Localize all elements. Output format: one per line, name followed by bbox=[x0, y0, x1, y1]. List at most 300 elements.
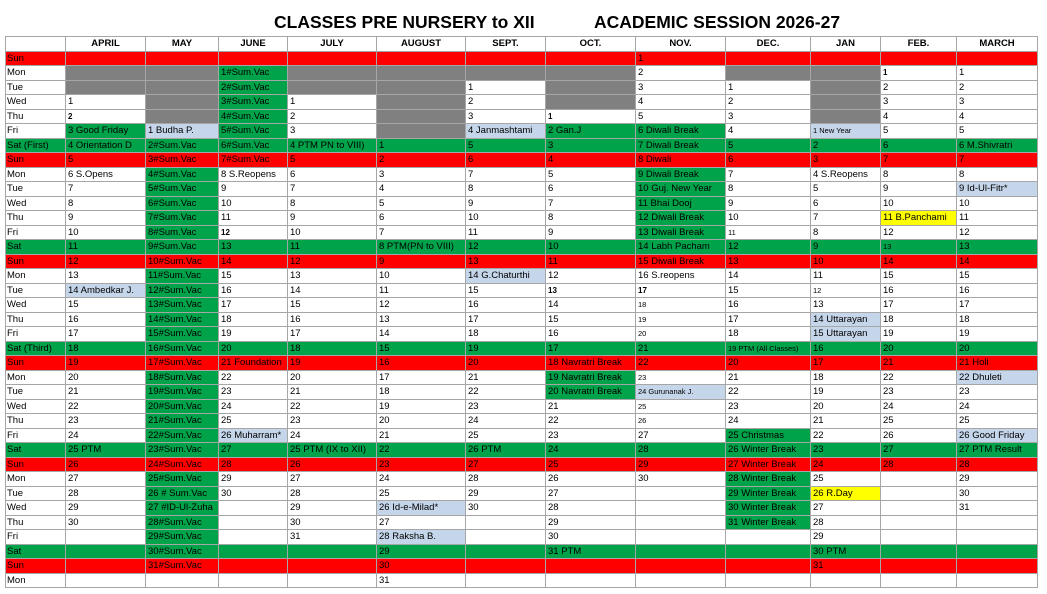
date-cell-march: 23 bbox=[957, 385, 1038, 400]
date-cell-oct bbox=[546, 573, 636, 588]
date-cell-jan bbox=[811, 51, 881, 66]
date-cell-july bbox=[288, 66, 377, 81]
date-cell-jan: 15 Uttarayan bbox=[811, 327, 881, 342]
date-cell-oct: 17 bbox=[546, 341, 636, 356]
date-cell-dec: 16 bbox=[726, 298, 811, 313]
date-cell-july: 10 bbox=[288, 225, 377, 240]
date-cell-july: 22 bbox=[288, 399, 377, 414]
date-cell-jan: 18 bbox=[811, 370, 881, 385]
date-cell-may: 15#Sum.Vac bbox=[146, 327, 219, 342]
date-cell-june: 21 Foundation bbox=[219, 356, 288, 371]
date-cell-march: 7 bbox=[957, 153, 1038, 168]
date-cell-feb: 19 bbox=[881, 327, 957, 342]
date-cell-sept: 30 bbox=[466, 501, 546, 516]
date-cell-april: 10 bbox=[66, 225, 146, 240]
weekday-label: Wed bbox=[6, 298, 66, 313]
weekday-label: Mon bbox=[6, 269, 66, 284]
date-cell-nov: 11 Bhai Dooj bbox=[636, 196, 726, 211]
month-header-jan: JAN bbox=[811, 37, 881, 52]
date-cell-march: 11 bbox=[957, 211, 1038, 226]
date-cell-june bbox=[219, 51, 288, 66]
date-cell-april: 13 bbox=[66, 269, 146, 284]
date-cell-jan: 13 bbox=[811, 298, 881, 313]
date-cell-july: 2 bbox=[288, 109, 377, 124]
weekday-label: Tue bbox=[6, 283, 66, 298]
date-cell-sept bbox=[466, 66, 546, 81]
date-cell-oct: 5 bbox=[546, 167, 636, 182]
date-cell-may: 28#Sum.Vac bbox=[146, 515, 219, 530]
date-cell-august: 5 bbox=[377, 196, 466, 211]
date-cell-oct bbox=[546, 80, 636, 95]
date-cell-june: 7#Sum.Vac bbox=[219, 153, 288, 168]
date-cell-april: 16 bbox=[66, 312, 146, 327]
date-cell-oct: 4 bbox=[546, 153, 636, 168]
date-cell-sept: 9 bbox=[466, 196, 546, 211]
month-header-feb: FEB. bbox=[881, 37, 957, 52]
calendar-row bbox=[6, 196, 1038, 211]
date-cell-june: 4#Sum.Vac bbox=[219, 109, 288, 124]
date-cell-april: 1 bbox=[66, 95, 146, 110]
date-cell-july: 21 bbox=[288, 385, 377, 400]
date-cell-feb: 7 bbox=[881, 153, 957, 168]
weekday-label: Sat bbox=[6, 544, 66, 559]
date-cell-may: 22#Sum.Vac bbox=[146, 428, 219, 443]
date-cell-jan: 6 bbox=[811, 196, 881, 211]
date-cell-feb: 6 bbox=[881, 138, 957, 153]
date-cell-feb: 10 bbox=[881, 196, 957, 211]
date-cell-march: 21 Holi bbox=[957, 356, 1038, 371]
date-cell-june: 19 bbox=[219, 327, 288, 342]
calendar-row bbox=[6, 240, 1038, 255]
month-header-august: AUGUST bbox=[377, 37, 466, 52]
date-cell-sept: 22 bbox=[466, 385, 546, 400]
date-cell-august: 3 bbox=[377, 167, 466, 182]
weekday-label: Tue bbox=[6, 182, 66, 197]
date-cell-dec: 26 Winter Break bbox=[726, 443, 811, 458]
date-cell-nov: 25 bbox=[636, 399, 726, 414]
date-cell-sept: 11 bbox=[466, 225, 546, 240]
date-cell-june: 22 bbox=[219, 370, 288, 385]
date-cell-july: 3 bbox=[288, 124, 377, 139]
date-cell-may: 3#Sum.Vac bbox=[146, 153, 219, 168]
date-cell-august: 22 bbox=[377, 443, 466, 458]
date-cell-sept: 13 bbox=[466, 254, 546, 269]
date-cell-oct: 29 bbox=[546, 515, 636, 530]
date-cell-may: 8#Sum.Vac bbox=[146, 225, 219, 240]
date-cell-oct: 25 bbox=[546, 457, 636, 472]
date-cell-march: 14 bbox=[957, 254, 1038, 269]
date-cell-june: 23 bbox=[219, 385, 288, 400]
date-cell-oct: 27 bbox=[546, 486, 636, 501]
weekday-label: Sat bbox=[6, 443, 66, 458]
date-cell-jan: 30 PTM bbox=[811, 544, 881, 559]
weekday-label: Sat (First) bbox=[6, 138, 66, 153]
date-cell-may: 13#Sum.Vac bbox=[146, 298, 219, 313]
date-cell-nov: 30 bbox=[636, 472, 726, 487]
date-cell-june: 30 bbox=[219, 486, 288, 501]
date-cell-may bbox=[146, 95, 219, 110]
date-cell-march bbox=[957, 51, 1038, 66]
date-cell-feb: 23 bbox=[881, 385, 957, 400]
date-cell-august: 11 bbox=[377, 283, 466, 298]
month-header-july: JULY bbox=[288, 37, 377, 52]
calendar-row bbox=[6, 573, 1038, 588]
date-cell-april: 15 bbox=[66, 298, 146, 313]
date-cell-dec bbox=[726, 544, 811, 559]
date-cell-july: 6 bbox=[288, 167, 377, 182]
date-cell-june: 13 bbox=[219, 240, 288, 255]
date-cell-feb: 14 bbox=[881, 254, 957, 269]
date-cell-july: 5 bbox=[288, 153, 377, 168]
date-cell-august: 27 bbox=[377, 515, 466, 530]
date-cell-oct: 9 bbox=[546, 225, 636, 240]
date-cell-sept: 28 bbox=[466, 472, 546, 487]
date-cell-jan: 25 bbox=[811, 472, 881, 487]
date-cell-april: 4 Orientation D bbox=[66, 138, 146, 153]
date-cell-april: 22 bbox=[66, 399, 146, 414]
date-cell-sept: 19 bbox=[466, 341, 546, 356]
date-cell-july: 8 bbox=[288, 196, 377, 211]
date-cell-oct: 23 bbox=[546, 428, 636, 443]
date-cell-jan: 23 bbox=[811, 443, 881, 458]
calendar-row bbox=[6, 544, 1038, 559]
date-cell-march: 8 bbox=[957, 167, 1038, 182]
date-cell-august: 8 PTM(PN to VIII) bbox=[377, 240, 466, 255]
date-cell-may: 21#Sum.Vac bbox=[146, 414, 219, 429]
date-cell-july: 16 bbox=[288, 312, 377, 327]
date-cell-dec: 25 Christmas bbox=[726, 428, 811, 443]
date-cell-may: 5#Sum.Vac bbox=[146, 182, 219, 197]
calendar-row bbox=[6, 211, 1038, 226]
date-cell-june: 3#Sum.Vac bbox=[219, 95, 288, 110]
date-cell-may: 17#Sum.Vac bbox=[146, 356, 219, 371]
date-cell-sept: 25 bbox=[466, 428, 546, 443]
date-cell-feb: 16 bbox=[881, 283, 957, 298]
date-cell-dec: 18 bbox=[726, 327, 811, 342]
date-cell-nov: 17 bbox=[636, 283, 726, 298]
date-cell-june: 11 bbox=[219, 211, 288, 226]
date-cell-sept: 1 bbox=[466, 80, 546, 95]
date-cell-sept bbox=[466, 544, 546, 559]
date-cell-sept bbox=[466, 559, 546, 574]
date-cell-sept: 14 G.Chaturthi bbox=[466, 269, 546, 284]
date-cell-july: 30 bbox=[288, 515, 377, 530]
date-cell-nov: 21 bbox=[636, 341, 726, 356]
date-cell-may: 30#Sum.Vac bbox=[146, 544, 219, 559]
date-cell-april bbox=[66, 51, 146, 66]
date-cell-nov: 2 bbox=[636, 66, 726, 81]
calendar-row bbox=[6, 341, 1038, 356]
date-cell-july bbox=[288, 51, 377, 66]
date-cell-feb: 11 B.Panchami bbox=[881, 211, 957, 226]
date-cell-dec: 4 bbox=[726, 124, 811, 139]
date-cell-dec: 27 Winter Break bbox=[726, 457, 811, 472]
date-cell-july: 23 bbox=[288, 414, 377, 429]
date-cell-august: 17 bbox=[377, 370, 466, 385]
date-cell-sept: 12 bbox=[466, 240, 546, 255]
date-cell-march: 22 Dhuleti bbox=[957, 370, 1038, 385]
date-cell-may bbox=[146, 66, 219, 81]
date-cell-may: 26 # Sum.Vac bbox=[146, 486, 219, 501]
date-cell-august: 20 bbox=[377, 414, 466, 429]
month-header-april: APRIL bbox=[66, 37, 146, 52]
month-header-dec: DEC. bbox=[726, 37, 811, 52]
date-cell-march: 31 bbox=[957, 501, 1038, 516]
date-cell-august bbox=[377, 95, 466, 110]
date-cell-oct bbox=[546, 559, 636, 574]
date-cell-july bbox=[288, 544, 377, 559]
date-cell-jan: 19 bbox=[811, 385, 881, 400]
date-cell-sept bbox=[466, 530, 546, 545]
date-cell-may: 2#Sum.Vac bbox=[146, 138, 219, 153]
date-cell-dec: 11 bbox=[726, 225, 811, 240]
date-cell-august: 21 bbox=[377, 428, 466, 443]
date-cell-august: 9 bbox=[377, 254, 466, 269]
date-cell-april: 2 bbox=[66, 109, 146, 124]
calendar-row bbox=[6, 298, 1038, 313]
calendar-row bbox=[6, 515, 1038, 530]
date-cell-oct: 30 bbox=[546, 530, 636, 545]
date-cell-may: 6#Sum.Vac bbox=[146, 196, 219, 211]
calendar-row bbox=[6, 138, 1038, 153]
date-cell-feb bbox=[881, 530, 957, 545]
date-cell-jan: 1 New Year bbox=[811, 124, 881, 139]
date-cell-dec: 21 bbox=[726, 370, 811, 385]
calendar-row bbox=[6, 51, 1038, 66]
date-cell-june: 2#Sum.Vac bbox=[219, 80, 288, 95]
calendar-row bbox=[6, 167, 1038, 182]
date-cell-march: 17 bbox=[957, 298, 1038, 313]
weekday-label: Mon bbox=[6, 573, 66, 588]
date-cell-dec: 22 bbox=[726, 385, 811, 400]
date-cell-dec: 29 Winter Break bbox=[726, 486, 811, 501]
calendar-row bbox=[6, 254, 1038, 269]
calendar-row bbox=[6, 312, 1038, 327]
date-cell-july: 18 bbox=[288, 341, 377, 356]
date-cell-feb: 25 bbox=[881, 414, 957, 429]
date-cell-may: 20#Sum.Vac bbox=[146, 399, 219, 414]
date-cell-july: 20 bbox=[288, 370, 377, 385]
date-cell-oct: 3 bbox=[546, 138, 636, 153]
date-cell-oct: 24 bbox=[546, 443, 636, 458]
date-cell-nov: 19 bbox=[636, 312, 726, 327]
date-cell-march: 4 bbox=[957, 109, 1038, 124]
date-cell-jan: 10 bbox=[811, 254, 881, 269]
date-cell-may: 16#Sum.Vac bbox=[146, 341, 219, 356]
date-cell-oct: 2 Gan.J bbox=[546, 124, 636, 139]
date-cell-jan: 14 Uttarayan bbox=[811, 312, 881, 327]
calendar-row bbox=[6, 269, 1038, 284]
date-cell-dec bbox=[726, 573, 811, 588]
weekday-label: Fri bbox=[6, 225, 66, 240]
calendar-row bbox=[6, 66, 1038, 81]
date-cell-march: 16 bbox=[957, 283, 1038, 298]
date-cell-april: 3 Good Friday bbox=[66, 124, 146, 139]
weekday-label: Tue bbox=[6, 80, 66, 95]
date-cell-april: 28 bbox=[66, 486, 146, 501]
calendar-row bbox=[6, 443, 1038, 458]
date-cell-dec: 24 bbox=[726, 414, 811, 429]
date-cell-april: 12 bbox=[66, 254, 146, 269]
weekday-label: Tue bbox=[6, 385, 66, 400]
date-cell-jan: 26 R.Day bbox=[811, 486, 881, 501]
date-cell-sept bbox=[466, 573, 546, 588]
date-cell-sept: 8 bbox=[466, 182, 546, 197]
date-cell-june: 16 bbox=[219, 283, 288, 298]
date-cell-april: 18 bbox=[66, 341, 146, 356]
weekday-label: Wed bbox=[6, 399, 66, 414]
calendar-row bbox=[6, 370, 1038, 385]
date-cell-may bbox=[146, 80, 219, 95]
date-cell-nov bbox=[636, 544, 726, 559]
date-cell-dec: 12 bbox=[726, 240, 811, 255]
date-cell-sept: 23 bbox=[466, 399, 546, 414]
calendar-row bbox=[6, 501, 1038, 516]
date-cell-dec: 28 Winter Break bbox=[726, 472, 811, 487]
date-cell-nov bbox=[636, 501, 726, 516]
date-cell-feb: 5 bbox=[881, 124, 957, 139]
date-cell-march: 19 bbox=[957, 327, 1038, 342]
date-cell-jan: 17 bbox=[811, 356, 881, 371]
calendar-row bbox=[6, 385, 1038, 400]
date-cell-dec: 5 bbox=[726, 138, 811, 153]
date-cell-feb: 21 bbox=[881, 356, 957, 371]
date-cell-jan: 24 bbox=[811, 457, 881, 472]
date-cell-feb bbox=[881, 515, 957, 530]
date-cell-july: 1 bbox=[288, 95, 377, 110]
calendar-row bbox=[6, 530, 1038, 545]
date-cell-march bbox=[957, 544, 1038, 559]
date-cell-april: 21 bbox=[66, 385, 146, 400]
calendar-row bbox=[6, 80, 1038, 95]
date-cell-oct: 20 Navratri Break bbox=[546, 385, 636, 400]
date-cell-dec: 10 bbox=[726, 211, 811, 226]
calendar-row bbox=[6, 399, 1038, 414]
date-cell-august bbox=[377, 66, 466, 81]
date-cell-march: 30 bbox=[957, 486, 1038, 501]
weekday-label: Tue bbox=[6, 486, 66, 501]
date-cell-april: 11 bbox=[66, 240, 146, 255]
date-cell-nov: 29 bbox=[636, 457, 726, 472]
date-cell-feb bbox=[881, 486, 957, 501]
academic-calendar-table bbox=[5, 36, 1038, 588]
calendar-row bbox=[6, 153, 1038, 168]
date-cell-dec: 31 Winter Break bbox=[726, 515, 811, 530]
date-cell-sept: 10 bbox=[466, 211, 546, 226]
date-cell-june: 18 bbox=[219, 312, 288, 327]
date-cell-july: 28 bbox=[288, 486, 377, 501]
date-cell-august: 26 Id-e-Milad* bbox=[377, 501, 466, 516]
date-cell-august: 7 bbox=[377, 225, 466, 240]
date-cell-nov: 15 Diwali Break bbox=[636, 254, 726, 269]
date-cell-dec: 8 bbox=[726, 182, 811, 197]
date-cell-sept: 21 bbox=[466, 370, 546, 385]
date-cell-july: 11 bbox=[288, 240, 377, 255]
date-cell-nov: 16 S.reopens bbox=[636, 269, 726, 284]
date-cell-jan: 31 bbox=[811, 559, 881, 574]
date-cell-may: 23#Sum.Vac bbox=[146, 443, 219, 458]
date-cell-dec: 20 bbox=[726, 356, 811, 371]
date-cell-oct: 7 bbox=[546, 196, 636, 211]
date-cell-march: 10 bbox=[957, 196, 1038, 211]
date-cell-feb: 24 bbox=[881, 399, 957, 414]
date-cell-dec: 15 bbox=[726, 283, 811, 298]
weekday-label: Mon bbox=[6, 167, 66, 182]
date-cell-sept: 5 bbox=[466, 138, 546, 153]
date-cell-june: 9 bbox=[219, 182, 288, 197]
date-cell-august bbox=[377, 124, 466, 139]
date-cell-feb: 8 bbox=[881, 167, 957, 182]
weekday-label: Sun bbox=[6, 457, 66, 472]
date-cell-june bbox=[219, 501, 288, 516]
date-cell-march: 28 bbox=[957, 457, 1038, 472]
date-cell-july: 15 bbox=[288, 298, 377, 313]
date-cell-jan bbox=[811, 66, 881, 81]
date-cell-dec: 6 bbox=[726, 153, 811, 168]
date-cell-may: 11#Sum.Vac bbox=[146, 269, 219, 284]
date-cell-feb: 1 bbox=[881, 66, 957, 81]
date-cell-july bbox=[288, 559, 377, 574]
date-cell-march: 25 bbox=[957, 414, 1038, 429]
date-cell-feb: 17 bbox=[881, 298, 957, 313]
date-cell-july: 29 bbox=[288, 501, 377, 516]
date-cell-june: 14 bbox=[219, 254, 288, 269]
date-cell-june: 29 bbox=[219, 472, 288, 487]
date-cell-feb bbox=[881, 573, 957, 588]
weekday-label: Fri bbox=[6, 327, 66, 342]
date-cell-feb bbox=[881, 501, 957, 516]
date-cell-dec: 7 bbox=[726, 167, 811, 182]
month-header-sept: SEPT. bbox=[466, 37, 546, 52]
date-cell-oct bbox=[546, 95, 636, 110]
date-cell-oct: 15 bbox=[546, 312, 636, 327]
date-cell-june: 17 bbox=[219, 298, 288, 313]
date-cell-sept: 7 bbox=[466, 167, 546, 182]
date-cell-july: 7 bbox=[288, 182, 377, 197]
date-cell-july: 26 bbox=[288, 457, 377, 472]
date-cell-feb: 26 bbox=[881, 428, 957, 443]
date-cell-feb: 28 bbox=[881, 457, 957, 472]
date-cell-march: 24 bbox=[957, 399, 1038, 414]
date-cell-nov bbox=[636, 486, 726, 501]
date-cell-sept: 18 bbox=[466, 327, 546, 342]
calendar-row bbox=[6, 457, 1038, 472]
date-cell-march: 15 bbox=[957, 269, 1038, 284]
weekday-label: Sun bbox=[6, 559, 66, 574]
date-cell-feb: 15 bbox=[881, 269, 957, 284]
month-header-may: MAY bbox=[146, 37, 219, 52]
date-cell-july: 17 bbox=[288, 327, 377, 342]
date-cell-nov: 13 Diwali Break bbox=[636, 225, 726, 240]
weekday-label: Sun bbox=[6, 51, 66, 66]
date-cell-sept: 2 bbox=[466, 95, 546, 110]
date-cell-dec: 17 bbox=[726, 312, 811, 327]
date-cell-april: 6 S.Opens bbox=[66, 167, 146, 182]
date-cell-dec: 13 bbox=[726, 254, 811, 269]
date-cell-sept: 6 bbox=[466, 153, 546, 168]
date-cell-dec: 1 bbox=[726, 80, 811, 95]
date-cell-nov: 12 Diwali Break bbox=[636, 211, 726, 226]
date-cell-jan: 20 bbox=[811, 399, 881, 414]
date-cell-sept: 16 bbox=[466, 298, 546, 313]
date-cell-dec bbox=[726, 51, 811, 66]
date-cell-oct: 19 Navratri Break bbox=[546, 370, 636, 385]
date-cell-june: 27 bbox=[219, 443, 288, 458]
date-cell-feb bbox=[881, 472, 957, 487]
date-cell-june: 15 bbox=[219, 269, 288, 284]
date-cell-may: 31#Sum.Vac bbox=[146, 559, 219, 574]
date-cell-may bbox=[146, 573, 219, 588]
